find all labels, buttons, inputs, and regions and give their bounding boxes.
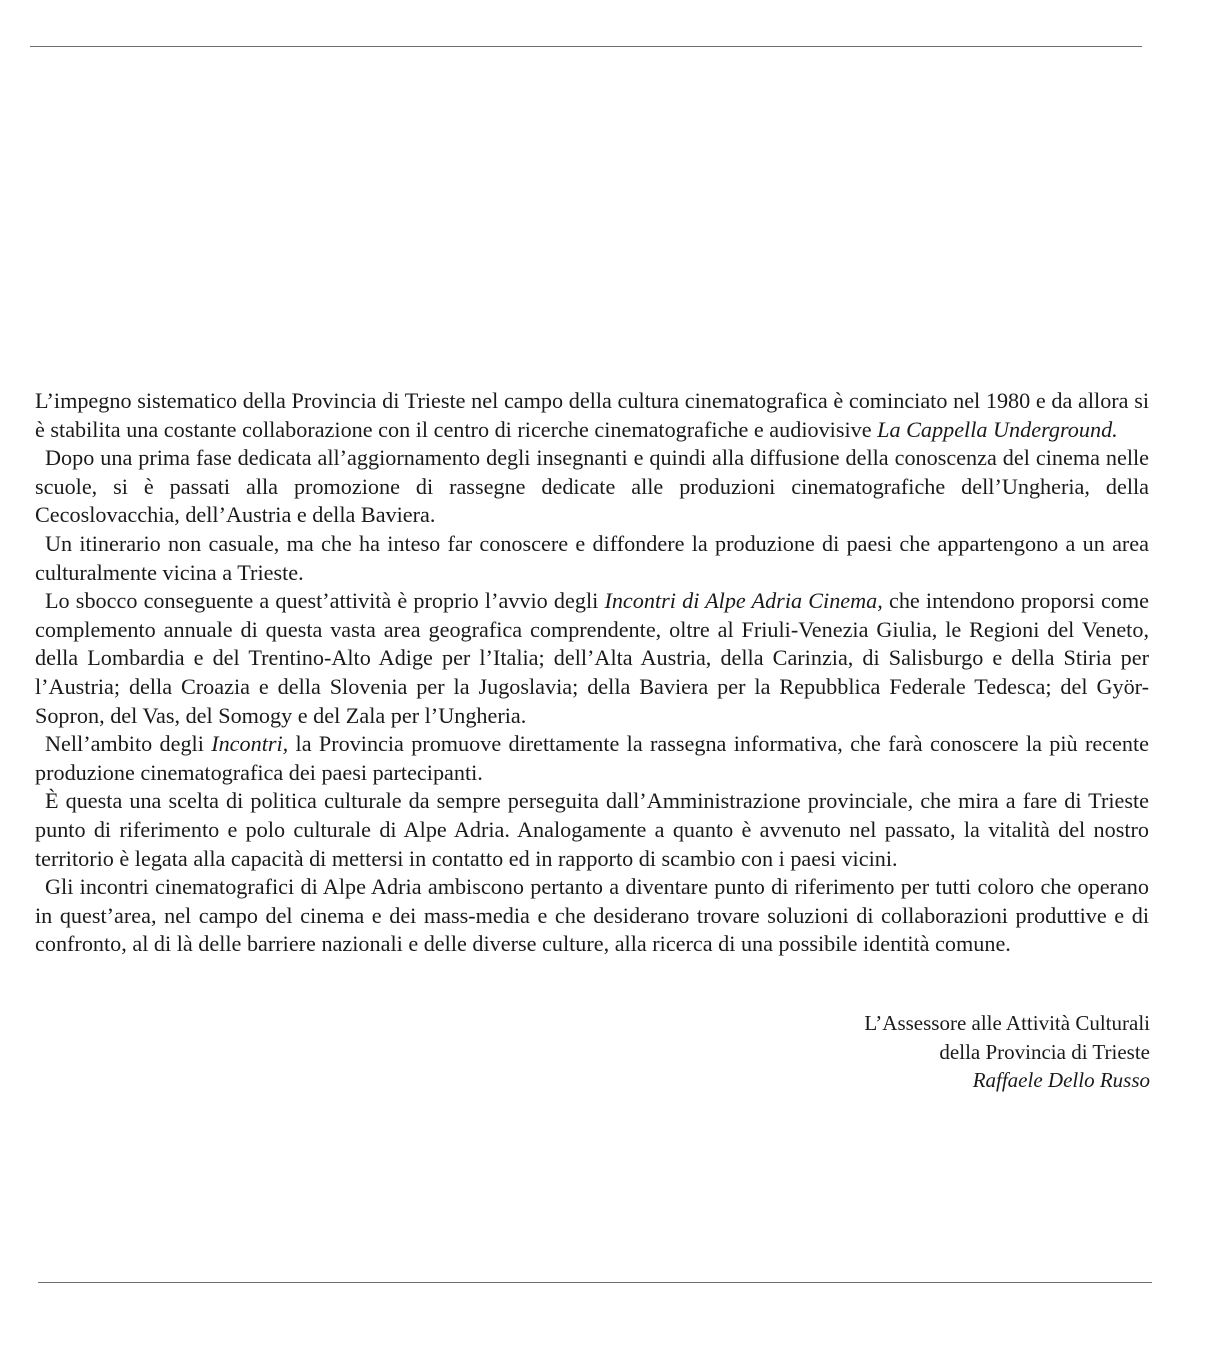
signature-role: L’Assessore alle Attività Culturali	[864, 1011, 1150, 1035]
italic-title: Incontri di Alpe Adria Cinema,	[604, 588, 883, 614]
italic-title: Incontri,	[211, 731, 289, 757]
top-rule	[30, 46, 1142, 47]
signature-block	[864, 1009, 1150, 1095]
paragraph-4: Lo sbocco conseguente a quest’attività è proprio l’avvio degli Incontri di Alpe Adria Cinema, che intendono proporsi come complemento annuale di questa vasta area geografica comprendente, oltre al Friuli-Venezia Giulia, le Regioni del Veneto, della Lombardia e del Trentino-Alto Adige per l’Italia; dell’Alta Austria, della Carinzia, di Salisburgo e della Stiria per l’Austria; della Croazia e della Slovenia per la Jugoslavia; della Baviera per la Repubblica Federale Tedesca; del Györ-Sopron, del Vas, del Somogy e del Zala per l’Ungheria.	[35, 588, 1149, 728]
signature-institution: della Provincia di Trieste	[939, 1039, 1150, 1064]
paragraph-2: Dopo una prima fase dedicata all’aggiornamento degli insegnanti e quindi alla diffusione della conoscenza del cinema nelle scuole, si è passati alla promozione di rassegne dedicate alle produzioni cinematografiche dell’Ungheria, della Cecoslovacchia, dell’Austria e della Baviera.	[35, 445, 1149, 528]
italic-title: La Cappella Underground.	[877, 416, 1118, 442]
paragraph-7: Gli incontri cinematografici di Alpe Adria ambiscono pertanto a diventare punto di riferimento per tutti coloro che operano in quest’area, nel campo del cinema e dei mass-media e che desiderano trovare soluzioni di collaborazioni produttive e di confronto, al di là delle barriere nazionali e delle diverse culture, alla ricerca di una possibile identità comune.	[35, 874, 1149, 957]
paragraph-3: Un itinerario non casuale, ma che ha inteso far conoscere e diffondere la produzione di paesi che appartengono a un area culturalmente vicina a Trieste.	[35, 530, 1149, 585]
signature-name: Raffaele Dello Russo	[972, 1068, 1150, 1092]
paragraph-5: Nell’ambito degli Incontri, la Provincia promuove direttamente la rassegna informativa, che farà conoscere la più recente produzione cinematografica dei paesi partecipanti.	[35, 731, 1149, 785]
bottom-rule	[38, 1282, 1152, 1283]
body-text	[35, 387, 1149, 959]
paragraph-1: L’impegno sistematico della Provincia di Trieste nel campo della cultura cinematografica è cominciato nel 1980 e da allora si è stabilita una costante collaborazione con il centro di ricerche cinematografiche e audiovisive La Cappella Underground.	[35, 388, 1149, 442]
paragraph-6: È questa una scelta di politica culturale da sempre perseguita dall’Amministrazione provinciale, che mira a fare di Trieste punto di riferimento e polo culturale di Alpe Adria. Analogamente a quanto è avvenuto nel passato, la vitalità del nostro territorio è legata alla capacità di mettersi in contatto ed in rapporto di scambio con i paesi vicini.	[35, 788, 1149, 871]
